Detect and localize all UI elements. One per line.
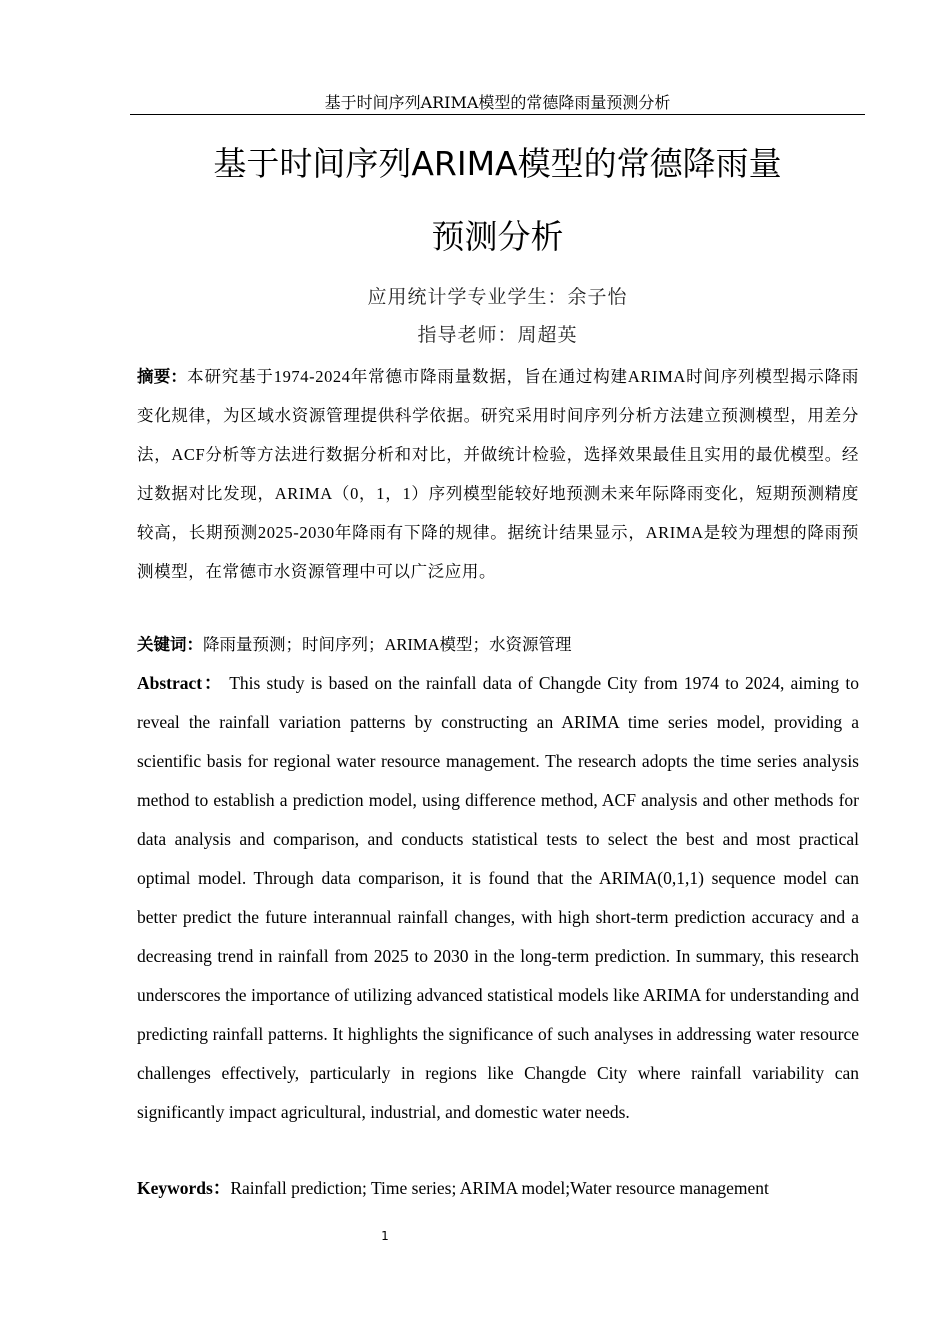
keywords-cn-label: 关键词： xyxy=(137,635,203,654)
keywords-cn-text: 降雨量预测；时间序列；ARIMA模型；水资源管理 xyxy=(203,635,572,654)
abstract-en-label: Abstract： xyxy=(137,673,224,693)
paper-title-line-1: 基于时间序列ARIMA模型的常德降雨量 xyxy=(213,144,782,183)
abstract-cn xyxy=(137,357,859,591)
paper-title-line-2: 预测分析 xyxy=(431,217,564,256)
author-student: 应用统计学专业学生：余子怡 xyxy=(367,286,628,308)
keywords-en-text: Rainfall prediction; Time series; ARIMA model;Water resource management xyxy=(230,1178,769,1198)
abstract-cn-label: 摘要： xyxy=(137,367,188,386)
keywords-en-label: Keywords： xyxy=(137,1178,231,1198)
abstract-en xyxy=(137,664,859,1132)
keywords-cn xyxy=(137,625,859,664)
abstract-cn-text: 本研究基于1974-2024年常德市降雨量数据，旨在通过构建ARIMA时间序列模型揭示降雨变化规律，为区域水资源管理提供科学依据。研究采用时间序列分析方法建立预测模型，用差分法，ACF分析等方法进行数据分析和对比，并做统计检验，选择效果最佳且实用的最优模型。经过数据对比发现，ARIMA（0，1，1）序列模型能较好地预测未来年际降雨变化，短期预测精度较高，长期预测2025-2030年降雨有下降的规律。据统计结果显示，ARIMA是较为理想的降雨预测模型，在常德市水资源管理中可以广泛应用。 xyxy=(137,367,860,581)
abstract-en-text: This study is based on the rainfall data of Changde City from 1974 to 2024, aiming to reveal the rainfall variation patterns by constructing an ARIMA time series model, providing a scientific basis for regional water resource management. The research adopts the time series analysis method to establish a prediction model, using difference method, ACF analysis and other methods for data analysis and comparison, and conducts statistical tests to select the best and most practical optimal model. Through data comparison, it is found that the ARIMA(0,1,1) sequence model can better predict the future interannual rainfall changes, with high short-term prediction accuracy and a decreasing trend in rainfall from 2025 to 2030 in the long-term prediction. In summary, this research underscores the importance of utilizing advanced statistical models like ARIMA for understanding and predicting rainfall patterns. It highlights the significance of such analyses in addressing water resource challenges effectively, particularly in regions like Changde City where rainfall variability can significantly impact agricultural, industrial, and domestic water needs. xyxy=(137,673,859,1122)
running-header xyxy=(130,92,865,115)
author-advisor: 指导老师：周超英 xyxy=(417,324,578,346)
keywords-en xyxy=(137,1169,859,1208)
running-header-title: 基于时间序列ARIMA模型的常德降雨量预测分析 xyxy=(324,93,671,112)
page-number: 1 xyxy=(381,1229,389,1243)
